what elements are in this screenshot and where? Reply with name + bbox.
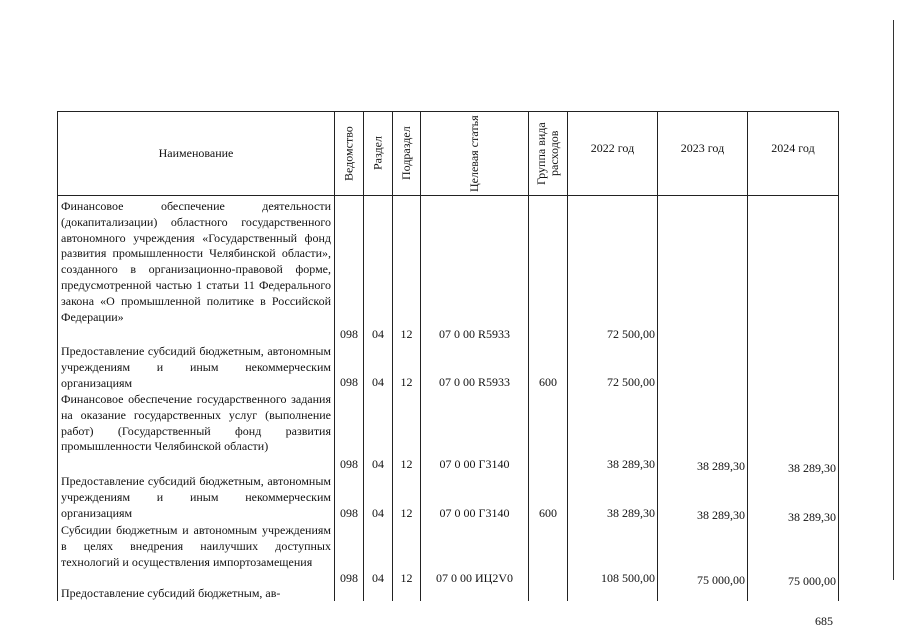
row-2024: 38 289,30: [788, 461, 836, 475]
page-edge: [893, 20, 894, 580]
row-name: Финансовое обеспечение деятельности (докапитализации) областного государственного автономного учреждения «Государственный фонд развития промышленности Челябинской области», созданного в организационно-правовой форме, предусмотренной частью 1 статьи 11 Федерального закона «О промышленной политике в Российской Федерации»: [61, 199, 331, 324]
row-razd: 04: [372, 506, 384, 520]
header-2023: 2023 год: [680, 140, 725, 155]
col-line: [657, 111, 658, 601]
row-podr: 12: [400, 457, 413, 471]
row-cs: 07 0 00 R5933: [438, 375, 510, 389]
header-celevaya: Целевая статья: [467, 115, 481, 192]
row-vr: 600: [539, 506, 557, 520]
header-name: Наименование: [158, 146, 234, 160]
row-2024: 75 000,00: [788, 574, 836, 588]
header-gruppa: Группа вида расходов: [534, 122, 561, 185]
col-line: [567, 111, 568, 601]
row-ved: 098: [340, 375, 358, 389]
row-razd: 04: [372, 571, 384, 585]
row-2023: 38 289,30: [697, 459, 745, 473]
row-cs: 07 0 00 Г3140: [439, 457, 510, 471]
row-name: Предоставление субсидий бюджетным, ав-: [61, 586, 281, 600]
page-number: 685: [815, 614, 833, 628]
row-2023: 75 000,00: [697, 573, 745, 587]
header-vedomstvo: Ведомство: [341, 126, 356, 181]
header-2022: 2022 год: [590, 140, 635, 155]
row-vr: 600: [539, 375, 557, 389]
row-ved: 098: [340, 571, 358, 585]
header-razdel: Раздел: [370, 136, 385, 171]
row-podr: 12: [400, 571, 413, 585]
col-line: [838, 111, 839, 601]
row-2022: 38 289,30: [607, 457, 655, 471]
row-name: Субсидии бюджетным и автономным учреждениям в целях внедрения наилучших доступных технологий и осуществления импортозамещения: [61, 523, 331, 569]
row-podr: 12: [400, 506, 413, 520]
row-ved: 098: [340, 457, 358, 471]
row-razd: 04: [372, 327, 384, 341]
row-podr: 12: [400, 375, 413, 389]
row-podr: 12: [400, 327, 413, 341]
header-podrazdel: Подраздел: [399, 126, 413, 181]
header-2024: 2024 год: [771, 140, 815, 155]
row-2023: 38 289,30: [697, 508, 745, 522]
row-cs: 07 0 00 R5933: [438, 327, 510, 341]
row-razd: 04: [372, 457, 384, 471]
row-ved: 098: [340, 327, 358, 341]
header-bottom-border: [57, 195, 839, 196]
row-2022: 72 500,00: [607, 375, 655, 389]
row-name: Финансовое обеспечение государственного задания на оказание государственных услуг (выполнение работ) (Государственный фонд развития промышленности Челябинской области): [61, 392, 331, 454]
row-razd: 04: [372, 375, 384, 389]
row-name: Предоставление субсидий бюджетным, автономным учреждениям и иным некоммерческим организациям: [61, 344, 331, 390]
row-2022: 72 500,00: [607, 327, 655, 341]
row-cs: 07 0 00 ИЦ2V0: [436, 571, 513, 585]
row-cs: 07 0 00 Г3140: [439, 506, 510, 520]
row-2022: 108 500,00: [601, 571, 655, 585]
row-2022: 38 289,30: [607, 506, 655, 520]
row-name: Предоставление субсидий бюджетным, автономным учреждениям и иным некоммерческим организациям: [61, 474, 331, 520]
row-2024: 38 289,30: [788, 510, 836, 524]
col-line: [747, 111, 748, 601]
row-ved: 098: [340, 506, 358, 520]
